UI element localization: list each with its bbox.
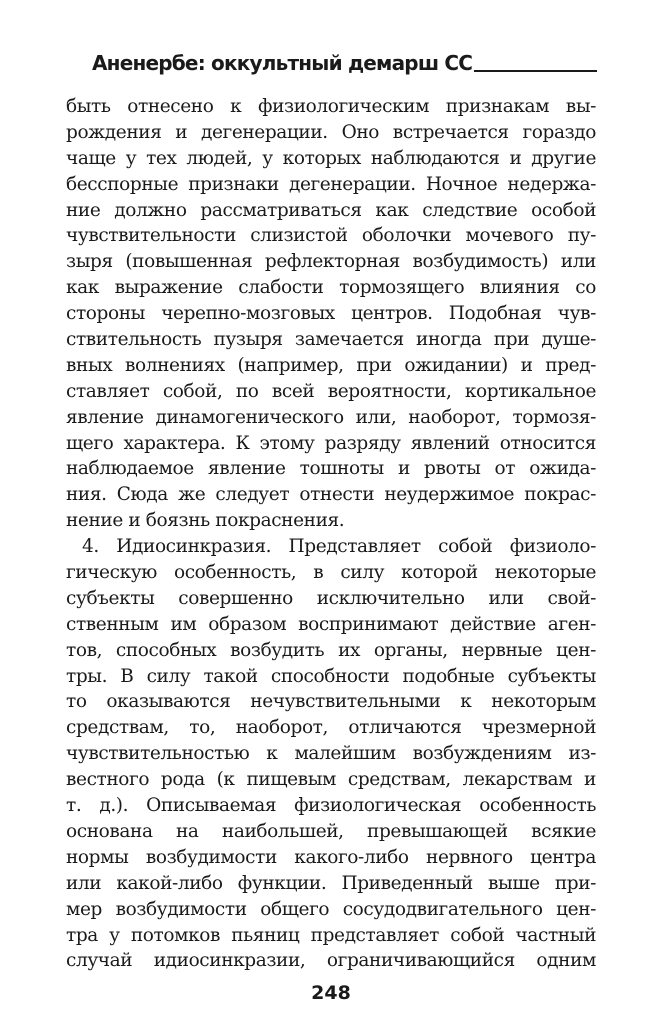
- header-rule: [474, 70, 597, 72]
- text-line: субъекты совершенно исключительно или свой-: [66, 587, 596, 609]
- running-header: [92, 48, 597, 74]
- text-line: наблюдаемое явление тошноты и рвоты от ожида-: [66, 458, 596, 480]
- text-line: ния. Сюда же следует отнести неудержимое покрас-: [66, 484, 596, 506]
- text-line: средствам, то, наоборот, отличаются чрезмерной: [66, 717, 596, 739]
- text-line: зыря (повышенная рефлекторная возбудимость) или: [66, 251, 596, 273]
- text-line: стороны черепно-мозговых центров. Подобная чув-: [66, 303, 596, 325]
- text-line: явление динамогенического или, наоборот, тормозя-: [66, 406, 596, 428]
- paragraph-end-line: нение и боязнь покраснения.: [66, 510, 345, 532]
- text-line: случай идиосинкразии, ограничивающийся одним: [66, 950, 596, 972]
- text-line: щего характера. К этому разряду явлений относится: [66, 432, 596, 454]
- text-line: как выражение слабости тормозящего влияния со: [66, 277, 596, 299]
- text-line: ствительность пузыря замечается иногда при душе-: [66, 329, 596, 351]
- text-line: ственным им образом воспринимают действие аген-: [66, 613, 596, 635]
- text-line: чувствительностью к малейшим возбуждениям из-: [66, 743, 596, 765]
- header-title: Аненербе: оккультный демарш СС: [92, 51, 473, 75]
- text-line: т. д.). Описываемая физиологическая особенность: [66, 795, 596, 817]
- text-line: ние должно рассматриваться как следствие особой: [66, 199, 596, 221]
- text-line: вестного рода (к пищевым средствам, лекарствам и: [66, 769, 596, 791]
- text-line: тов, способных возбудить их органы, нервные цен-: [66, 639, 596, 661]
- text-line: ставляет собой, по всей вероятности, кортикальное: [66, 380, 596, 402]
- text-line: вных волнениях (например, при ожидании) и пред-: [66, 354, 596, 376]
- text-line: чаще у тех людей, у которых наблюдаются и другие: [66, 147, 596, 169]
- text-line: быть отнесено к физиологическим признакам вы-: [66, 96, 596, 117]
- text-line: гическую особенность, в силу которой некоторые: [66, 562, 596, 584]
- paragraph-start-line: 4. Идиосинкразия. Представляет собой физиоло-: [82, 536, 596, 558]
- page-number: 248: [311, 982, 351, 1004]
- body-text: [66, 94, 596, 974]
- text-line: мер возбудимости общего сосудодвигательного цен-: [66, 898, 596, 920]
- text-line: бесспорные признаки дегенерации. Ночное недержа-: [66, 173, 596, 195]
- text-line: рождения и дегенерации. Оно встречается гораздо: [66, 121, 596, 143]
- text-line: чувствительности слизистой оболочки мочевого пу-: [66, 225, 596, 247]
- text-line: то оказываются нечувствительными к некоторым: [66, 691, 596, 713]
- text-line: тры. В силу такой способности подобные субъекты: [66, 665, 596, 687]
- text-line: основана на наибольшей, превышающей всякие: [66, 820, 596, 842]
- text-line: нормы возбудимости какого-либо нервного центра: [66, 846, 596, 868]
- text-line: тра у потомков пьяниц представляет собой частный: [66, 924, 596, 946]
- text-line: или какой-либо функции. Приведенный выше при-: [66, 872, 596, 894]
